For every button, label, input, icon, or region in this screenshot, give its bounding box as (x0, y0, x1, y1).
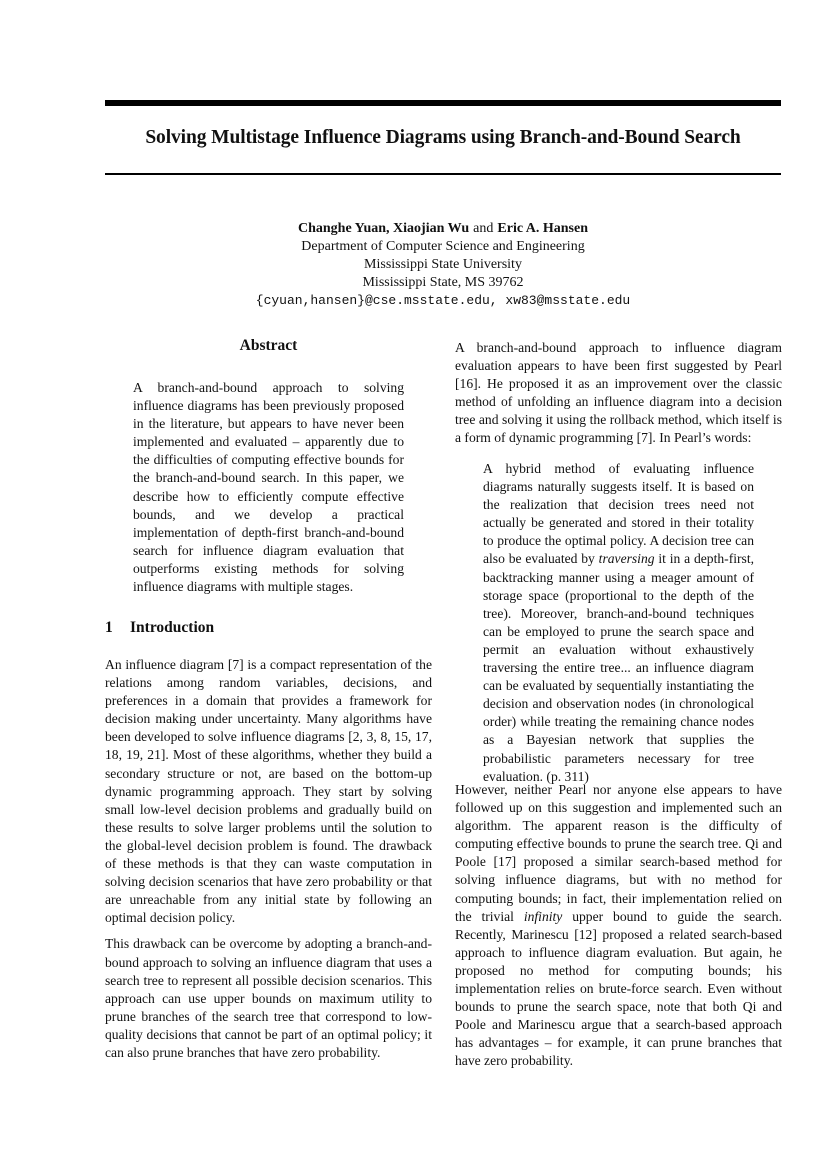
pearl-quote (483, 460, 754, 786)
section-heading (105, 619, 214, 637)
author-block (105, 220, 781, 310)
intro-body (105, 656, 432, 1062)
paper-title: Solving Multistage Influence Diagrams using Branch-and-Bound Search (145, 127, 741, 148)
affiliation-university: Mississippi State University (364, 257, 522, 272)
abstract-heading: Abstract (239, 337, 298, 354)
abstract-text: A branch-and-bound approach to solving influence diagrams has been previously proposed in the literature, but appears to have never been implemented and evaluated – apparently due to the difficulties of computing effective bounds for the branch-and-bound search. In this paper, we describe how to efficiently compute effective bounds, and we develop a practical implementation of depth-first branch-and-bound search for influence diagram evaluation that outperforms existing methods for solving influence diagrams with multiple stages. (133, 380, 404, 595)
right-paragraph-2 (455, 781, 782, 1071)
quote-emphasis: traversing (598, 551, 655, 567)
right-paragraph-1: A branch-and-bound approach to influence diagram evaluation appears to have been first suggested by Pearl [16]. He proposed it as an improvement over the classic method of unfolding an influence diagram into a decision tree and solving it using the rollback method, which itself is a form of dynamic programming [7]. In Pearl’s words: (455, 340, 782, 446)
affiliation-address: Mississippi State, MS 39762 (362, 275, 524, 290)
author-names-first: Changhe Yuan, Xiaojian Wu (297, 221, 470, 236)
para2-text-after: upper bound to guide the search. Recently, Marinescu [12] proposed a related search-based approach to influence diagram evaluation. But again, he proposed no method for computing bounds; his implementation relies on brute-force search. Even without bounds to prune the search space, note that both Qi and Poole and Marinescu argue that a search-based approach has advantages – for example, it can prune branches that have zero probability. (455, 908, 783, 1069)
section-number: 1 (105, 619, 113, 636)
para2-emphasis: infinity (523, 908, 563, 924)
author-names (105, 220, 781, 238)
quote-text-after: it in a depth-first, backtracking manner using a meager amount of storage space (proportional to the depth of the tree). Moreover, branch-and-bound techniques can be employed to prune the search space and permit an evaluation without exhaustively traversing the entire tree... an influence diagram can be evaluated by sequentially instantiating the decision and observation nodes (in chronological order) while treating the remaining chance nodes as a Bayesian network that supplies the probabilistic parameters necessary for tree evaluation. (p. 311) (483, 551, 755, 784)
affiliation-department: Department of Computer Science and Engineering (301, 239, 585, 254)
section-title: Introduction (130, 619, 215, 636)
para2-text-before: However, neither Pearl nor anyone else appears to have followed up on this suggestion and implemented such an algorithm. The apparent reason is the difficulty of computing effective bounds to prune the search tree. Qi and Poole [17] proposed a similar search-based method for solving influence diagrams, but with no method for computing bounds; in fact, their implementation relied on the trivial (455, 782, 782, 924)
author-names-second: Eric A. Hansen (497, 221, 589, 236)
author-emails: {cyuan,hansen}@cse.msstate.edu, xw83@msstate.edu (255, 293, 631, 308)
intro-paragraph-2: This drawback can be overcome by adopting a branch-and-bound approach to solving an influence diagram that uses a search tree to represent all possible decision scenarios. This approach can use upper bounds on maximum utility to prune branches of the search tree that correspond to low-quality decisions that cannot be part of an optimal policy; it can also prune branches that have zero probability. (105, 936, 432, 1060)
quote-text-before: A hybrid method of evaluating influence diagrams naturally suggests itself. It is based on the realization that decision trees need not actually be generated and stored in their totality to produce the optimal policy. A decision tree can also be evaluated by (483, 461, 754, 567)
intro-paragraph-1: An influence diagram [7] is a compact representation of the relations among random variables, decisions, and preferences in a domain that provides a framework for decision making under uncertainty. Many algorithms have been developed to solve influence diagrams [2, 3, 8, 15, 17, 18, 19, 21]. Most of these algorithms, whether they build a secondary structure or not, are based on the bottom-up dynamic programming approach. They start by solving small low-level decision problems and gradually build on these results to solve larger problems until the solution to the global-level decision problem is found. The drawback of these methods is that they can waste computation in solving decision scenarios that have zero probability or that are unreachable from any initial state by following an optimal decision policy. (105, 657, 432, 926)
author-conjunction: and (473, 221, 494, 236)
top-rule (105, 100, 781, 106)
title-rule (105, 173, 781, 175)
